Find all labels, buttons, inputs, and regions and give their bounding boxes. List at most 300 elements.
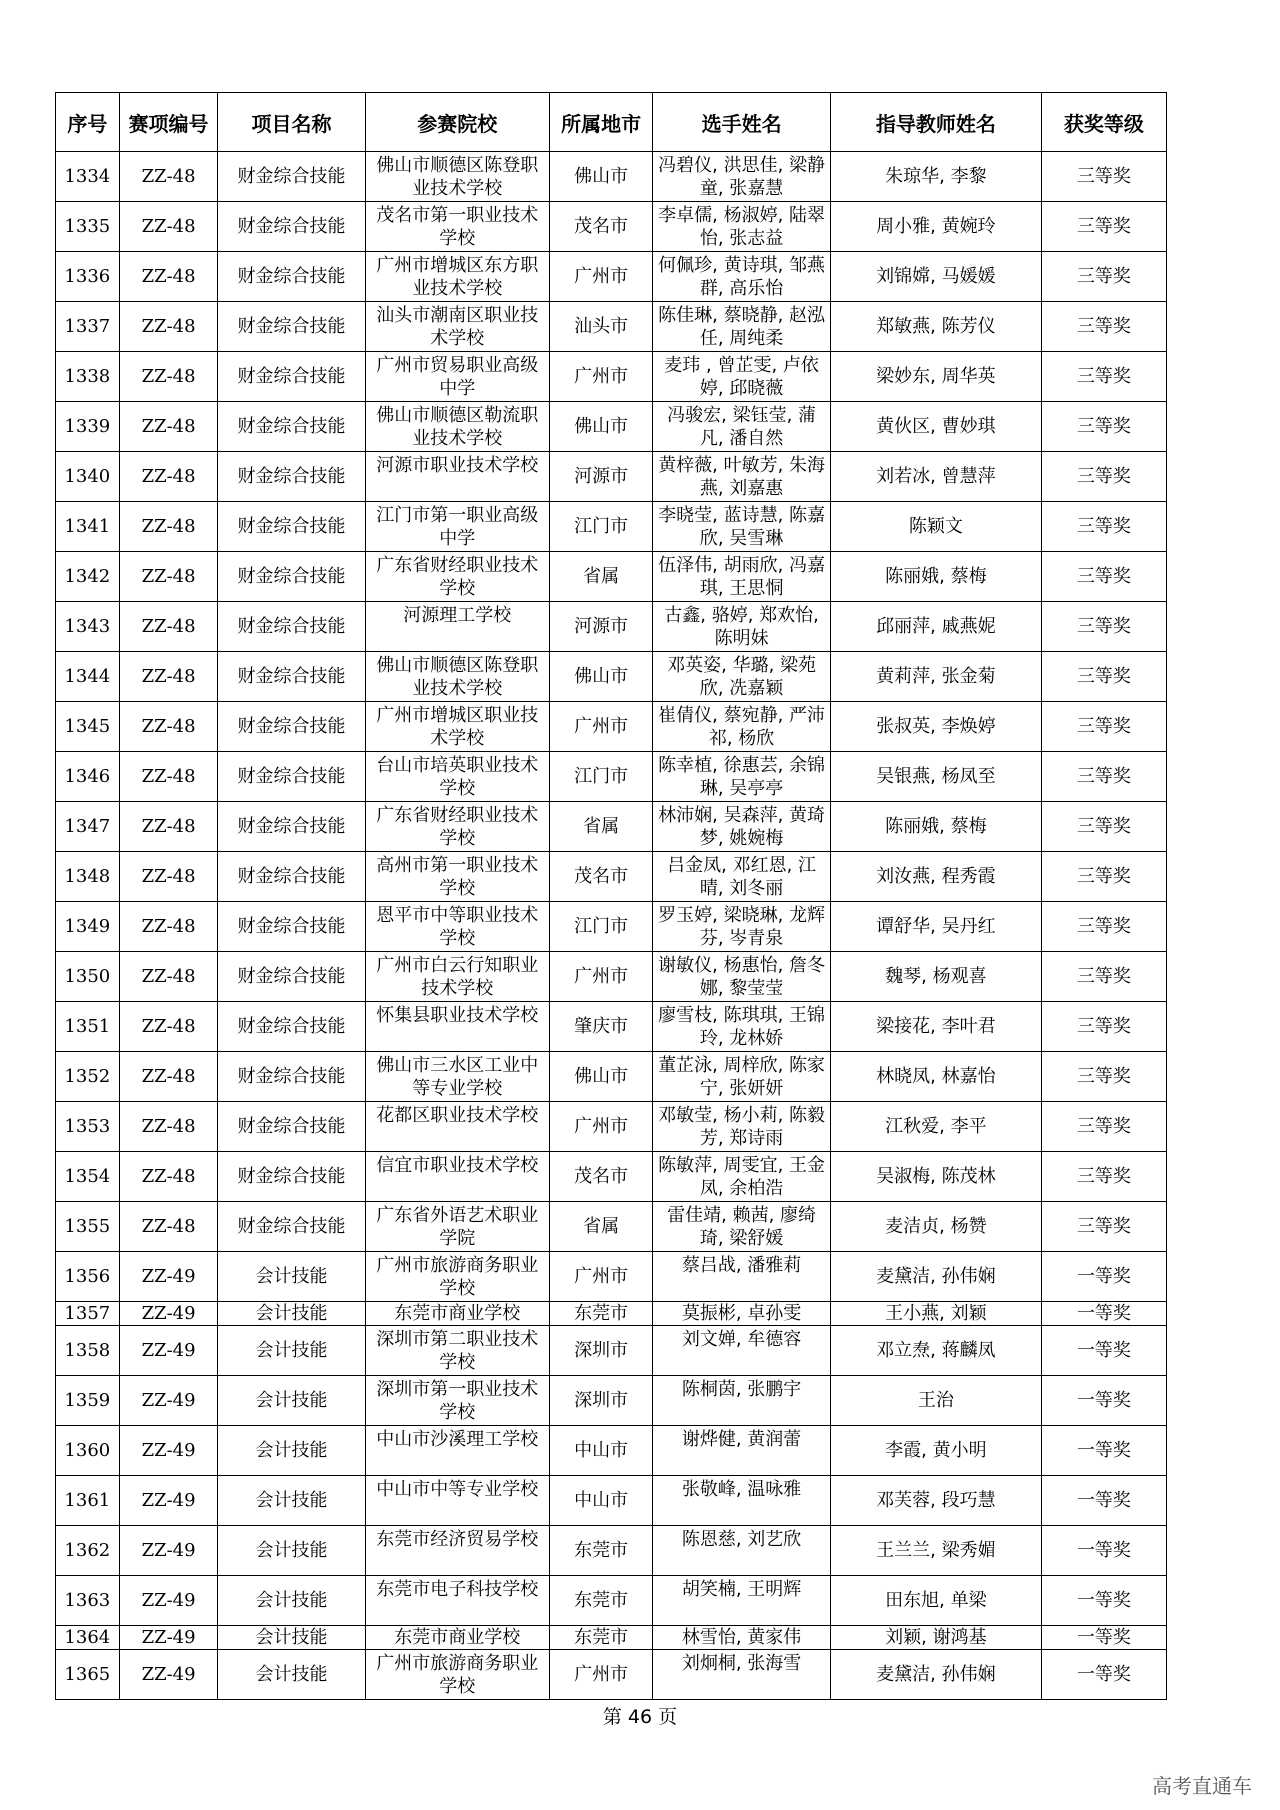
cell-text: 财金综合技能 <box>237 316 346 337</box>
cell-text: 中山市中等专业学校 <box>376 1478 539 1500</box>
cell-text: 台山市培英职业技术学校 <box>376 754 539 799</box>
cell-text: 一等奖 <box>1076 1340 1131 1361</box>
table-cell <box>218 602 365 652</box>
cell-text: 省属 <box>583 1216 620 1237</box>
cell-text: ZZ-48 <box>141 1016 196 1037</box>
cell-text: 梁妙东, 周华英 <box>876 366 996 387</box>
cell-text: ZZ-48 <box>141 466 196 487</box>
table-cell <box>218 852 365 902</box>
table-cell <box>653 902 831 952</box>
table-cell <box>1041 1326 1166 1376</box>
table-row <box>56 1526 1167 1576</box>
cell-text: 1355 <box>64 1216 111 1237</box>
table-cell <box>56 652 120 702</box>
table-cell <box>119 652 218 702</box>
cell-text: 黄伙区, 曹妙琪 <box>876 416 996 437</box>
table-cell <box>831 902 1042 952</box>
table-cell <box>831 752 1042 802</box>
cell-text: 崔倩仪, 蔡宛静, 严沛祁, 杨欣 <box>658 704 826 749</box>
table-row <box>56 1650 1167 1700</box>
table-row <box>56 1426 1167 1476</box>
cell-text: ZZ-48 <box>141 366 196 387</box>
table-cell <box>218 1152 365 1202</box>
table-cell <box>56 1052 120 1102</box>
table-cell <box>119 1576 218 1626</box>
cell-text: 1336 <box>64 266 111 287</box>
table-row <box>56 302 1167 352</box>
cell-text: 中山市 <box>574 1440 629 1461</box>
table-row <box>56 502 1167 552</box>
cell-text: ZZ-48 <box>141 666 196 687</box>
table-cell <box>365 1302 549 1326</box>
table-cell <box>365 1102 549 1152</box>
table-cell <box>653 652 831 702</box>
cell-text: 财金综合技能 <box>237 966 346 987</box>
cell-text: 邓敏莹, 杨小莉, 陈毅芳, 郑诗雨 <box>658 1104 826 1149</box>
table-cell <box>549 1202 652 1252</box>
table-cell <box>831 652 1042 702</box>
cell-text: 蔡吕战, 潘雅莉 <box>681 1254 802 1276</box>
cell-text: 会计技能 <box>255 1490 328 1511</box>
cell-text: 三等奖 <box>1076 466 1131 487</box>
table-cell <box>653 952 831 1002</box>
cell-text: 吴淑梅, 陈茂林 <box>876 1166 996 1187</box>
table-cell <box>653 1526 831 1576</box>
table-cell <box>365 402 549 452</box>
cell-text: 陈丽娥, 蔡梅 <box>885 816 987 837</box>
table-cell <box>365 852 549 902</box>
cell-text: 刘文婵, 牟德容 <box>681 1328 802 1350</box>
table-cell <box>653 1476 831 1526</box>
table-cell <box>365 252 549 302</box>
table-cell <box>549 902 652 952</box>
cell-text: 罗玉婷, 梁晓琳, 龙辉芬, 岑青泉 <box>658 904 826 949</box>
cell-text: 东莞市 <box>574 1590 629 1611</box>
cell-text: 1345 <box>64 716 111 737</box>
cell-text: 财金综合技能 <box>237 566 346 587</box>
table-cell <box>549 452 652 502</box>
table-cell <box>831 1302 1042 1326</box>
cell-text: 财金综合技能 <box>237 1066 346 1087</box>
table-cell <box>1041 1426 1166 1476</box>
table-cell <box>831 1526 1042 1576</box>
table-cell <box>365 202 549 252</box>
table-cell <box>365 1650 549 1700</box>
table-cell <box>549 1102 652 1152</box>
table-cell <box>549 552 652 602</box>
cell-text: ZZ-48 <box>141 416 196 437</box>
table-cell <box>218 302 365 352</box>
cell-text: 三等奖 <box>1076 916 1131 937</box>
table-cell <box>365 1426 549 1476</box>
cell-text: 三等奖 <box>1076 716 1131 737</box>
cell-text: 胡笑楠, 王明辉 <box>681 1578 802 1600</box>
table-cell <box>549 352 652 402</box>
table-row <box>56 152 1167 202</box>
table-cell <box>119 1302 218 1326</box>
table-cell <box>1041 1102 1166 1152</box>
table-cell <box>119 852 218 902</box>
cell-text: 佛山市 <box>574 666 629 687</box>
table-cell <box>218 1576 365 1626</box>
watermark: 高考直通车 <box>1152 1774 1252 1798</box>
table-cell <box>119 552 218 602</box>
table-row <box>56 902 1167 952</box>
cell-text: 河源理工学校 <box>403 604 512 626</box>
cell-text: 雷佳靖, 赖茜, 廖绮琦, 梁舒媛 <box>667 1204 817 1249</box>
cell-text: 1357 <box>64 1303 111 1324</box>
cell-text: 麦黛洁, 孙伟娴 <box>876 1664 996 1685</box>
cell-text: 财金综合技能 <box>237 516 346 537</box>
table-cell <box>831 302 1042 352</box>
cell-text: 花都区职业技术学校 <box>376 1104 539 1126</box>
cell-text: 佛山市 <box>574 1066 629 1087</box>
table-cell <box>831 402 1042 452</box>
cell-text: ZZ-48 <box>141 516 196 537</box>
table-cell <box>119 252 218 302</box>
table-cell <box>365 1202 549 1252</box>
cell-text: 陈佳琳, 蔡晓静, 赵泓任, 周纯柔 <box>658 304 826 349</box>
cell-text: 财金综合技能 <box>237 466 346 487</box>
table-cell <box>653 752 831 802</box>
table-cell <box>653 502 831 552</box>
cell-text: 广州市增城区东方职业技术学校 <box>376 254 539 299</box>
table-cell <box>56 252 120 302</box>
cell-text: 东莞市经济贸易学校 <box>376 1528 539 1550</box>
cell-text: ZZ-48 <box>141 266 196 287</box>
table-cell <box>365 802 549 852</box>
cell-text: 茂名市 <box>574 1166 629 1187</box>
table-cell <box>831 1626 1042 1650</box>
cell-text: 河源市职业技术学校 <box>376 454 539 476</box>
table-cell <box>831 1252 1042 1302</box>
cell-text: 郑敏燕, 陈芳仪 <box>876 316 996 337</box>
cell-text: 汕头市 <box>574 316 629 337</box>
cell-text: 邱丽萍, 戚燕妮 <box>876 616 996 637</box>
table-row <box>56 802 1167 852</box>
table-cell <box>56 1576 120 1626</box>
cell-text: 广东省外语艺术职业学院 <box>376 1204 539 1249</box>
cell-text: 刘颖, 谢鸿基 <box>885 1627 987 1648</box>
table-cell <box>119 1476 218 1526</box>
table-cell <box>549 1302 652 1326</box>
header-cell: 所属地市 <box>549 93 652 152</box>
cell-text: 古鑫, 骆婷, 郑欢怡, 陈明妹 <box>664 604 819 649</box>
table-cell <box>653 602 831 652</box>
cell-text: 林沛娴, 吴森萍, 黄琦梦, 姚婉梅 <box>658 804 826 849</box>
table-cell <box>549 1526 652 1576</box>
table-cell <box>1041 502 1166 552</box>
cell-text: 李晓莹, 蓝诗慧, 陈嘉欣, 吴雪琳 <box>658 504 826 549</box>
cell-text: 廖雪枝, 陈琪琪, 王锦玲, 龙林娇 <box>658 1004 826 1049</box>
table-cell <box>653 1576 831 1626</box>
table-cell <box>653 552 831 602</box>
cell-text: 1359 <box>64 1390 111 1411</box>
table-cell <box>1041 1152 1166 1202</box>
cell-text: 三等奖 <box>1076 416 1131 437</box>
cell-text: 中山市 <box>574 1490 629 1511</box>
cell-text: 财金综合技能 <box>237 616 346 637</box>
table-cell <box>365 1626 549 1650</box>
table-cell <box>831 1326 1042 1376</box>
table-cell <box>549 1650 652 1700</box>
table-cell <box>119 602 218 652</box>
table-cell <box>831 1102 1042 1152</box>
cell-text: 1339 <box>64 416 111 437</box>
cell-text: 1365 <box>64 1664 111 1685</box>
table-row <box>56 1326 1167 1376</box>
cell-text: 会计技能 <box>255 1627 328 1648</box>
cell-text: 信宜市职业技术学校 <box>376 1154 539 1176</box>
table-cell <box>218 802 365 852</box>
cell-text: 佛山市顺德区陈登职业技术学校 <box>376 154 539 199</box>
header-cell: 指导教师姓名 <box>831 93 1042 152</box>
cell-text: ZZ-49 <box>141 1540 196 1561</box>
table-cell <box>1041 202 1166 252</box>
cell-text: 王小燕, 刘颖 <box>885 1303 987 1324</box>
cell-text: 麦玮 , 曾芷雯, 卢依婷, 邱晓薇 <box>664 354 819 399</box>
table-cell <box>831 602 1042 652</box>
cell-text: 周小雅, 黄婉玲 <box>876 216 996 237</box>
cell-text: ZZ-49 <box>141 1440 196 1461</box>
cell-text: 江门市第一职业高级中学 <box>376 504 539 549</box>
table-cell <box>1041 602 1166 652</box>
table-cell <box>218 702 365 752</box>
cell-text: 广州市 <box>574 366 629 387</box>
table-cell <box>831 1476 1042 1526</box>
table-cell <box>549 602 652 652</box>
cell-text: 广东省财经职业技术学校 <box>376 804 539 849</box>
cell-text: 1348 <box>64 866 111 887</box>
table-cell <box>549 1152 652 1202</box>
cell-text: 1335 <box>64 216 111 237</box>
table-cell <box>119 402 218 452</box>
cell-text: 1364 <box>64 1627 111 1648</box>
cell-text: 财金综合技能 <box>237 166 346 187</box>
table-cell <box>1041 802 1166 852</box>
cell-text: 会计技能 <box>255 1340 328 1361</box>
cell-text: 麦洁贞, 杨赞 <box>885 1216 987 1237</box>
table-cell <box>119 802 218 852</box>
table-cell <box>119 702 218 752</box>
table-cell <box>1041 1576 1166 1626</box>
cell-text: 魏琴, 杨观喜 <box>885 966 987 987</box>
cell-text: 陈丽娥, 蔡梅 <box>885 566 987 587</box>
table-cell <box>119 1326 218 1376</box>
table-cell <box>119 1002 218 1052</box>
cell-text: 广州市贸易职业高级中学 <box>376 354 539 399</box>
table-row <box>56 252 1167 302</box>
table-cell <box>549 502 652 552</box>
table-cell <box>831 1650 1042 1700</box>
table-cell <box>119 1052 218 1102</box>
table-cell <box>549 1052 652 1102</box>
table-cell <box>56 1650 120 1700</box>
cell-text: 张叔英, 李焕婷 <box>876 716 996 737</box>
table-cell <box>56 302 120 352</box>
cell-text: 陈恩慈, 刘艺欣 <box>681 1528 802 1550</box>
table-cell <box>831 1376 1042 1426</box>
cell-text: 广州市旅游商务职业学校 <box>376 1652 539 1697</box>
table-cell <box>365 602 549 652</box>
table-row <box>56 1302 1167 1326</box>
cell-text: 陈敏萍, 周雯宜, 王金凤, 余柏浩 <box>658 1154 826 1199</box>
cell-text: 一等奖 <box>1076 1440 1131 1461</box>
cell-text: ZZ-49 <box>141 1627 196 1648</box>
cell-text: 王治 <box>917 1390 954 1411</box>
results-table <box>55 92 1167 1700</box>
table-cell <box>1041 1476 1166 1526</box>
table-cell <box>1041 552 1166 602</box>
cell-text: 广州市 <box>574 1664 629 1685</box>
cell-text: ZZ-49 <box>141 1664 196 1685</box>
cell-text: ZZ-49 <box>141 1590 196 1611</box>
table-cell <box>56 852 120 902</box>
cell-text: 江门市 <box>574 766 629 787</box>
table-cell <box>56 452 120 502</box>
cell-text: 广州市 <box>574 266 629 287</box>
cell-text: 三等奖 <box>1076 366 1131 387</box>
cell-text: 一等奖 <box>1076 1590 1131 1611</box>
cell-text: ZZ-48 <box>141 816 196 837</box>
table-cell <box>365 152 549 202</box>
table-cell <box>119 1626 218 1650</box>
cell-text: 陈桐茵, 张鹏宇 <box>681 1378 802 1400</box>
table-row <box>56 1052 1167 1102</box>
table-cell <box>653 1152 831 1202</box>
table-cell <box>549 952 652 1002</box>
cell-text: 三等奖 <box>1076 316 1131 337</box>
cell-text: 财金综合技能 <box>237 816 346 837</box>
table-cell <box>365 752 549 802</box>
table-cell <box>365 1002 549 1052</box>
table-cell <box>119 302 218 352</box>
cell-text: 广州市 <box>574 1266 629 1287</box>
cell-text: 朱琼华, 李黎 <box>885 166 987 187</box>
cell-text: 梁接花, 李叶君 <box>876 1016 996 1037</box>
cell-text: 佛山市顺德区勒流职业技术学校 <box>376 404 539 449</box>
table-cell <box>1041 752 1166 802</box>
table-cell <box>119 1526 218 1576</box>
cell-text: ZZ-48 <box>141 166 196 187</box>
table-cell <box>56 702 120 752</box>
table-cell <box>365 952 549 1002</box>
table-row <box>56 452 1167 502</box>
cell-text: 财金综合技能 <box>237 416 346 437</box>
table-cell <box>365 1376 549 1426</box>
table-row <box>56 1152 1167 1202</box>
table-cell <box>831 1576 1042 1626</box>
cell-text: 一等奖 <box>1076 1490 1131 1511</box>
cell-text: 一等奖 <box>1076 1303 1131 1324</box>
cell-text: 1337 <box>64 316 111 337</box>
table-cell <box>1041 352 1166 402</box>
table-row <box>56 952 1167 1002</box>
cell-text: 陈幸植, 徐惠芸, 余锦琳, 吴亭亭 <box>658 754 826 799</box>
table-row <box>56 552 1167 602</box>
cell-text: 会计技能 <box>255 1266 328 1287</box>
header-cell: 选手姓名 <box>653 93 831 152</box>
table-row <box>56 1102 1167 1152</box>
table-cell <box>653 1326 831 1376</box>
cell-text: ZZ-48 <box>141 616 196 637</box>
table-row <box>56 1002 1167 1052</box>
cell-text: 广州市 <box>574 716 629 737</box>
cell-text: 会计技能 <box>255 1303 328 1324</box>
table-cell <box>119 1102 218 1152</box>
table-cell <box>653 702 831 752</box>
cell-text: 三等奖 <box>1076 1116 1131 1137</box>
cell-text: 深圳市 <box>574 1390 629 1411</box>
table-cell <box>653 1002 831 1052</box>
table-cell <box>56 1326 120 1376</box>
table-cell <box>1041 302 1166 352</box>
table-cell <box>1041 1252 1166 1302</box>
table-cell <box>119 902 218 952</box>
cell-text: 会计技能 <box>255 1590 328 1611</box>
cell-text: 三等奖 <box>1076 566 1131 587</box>
cell-text: 深圳市 <box>574 1340 629 1361</box>
table-cell <box>831 1002 1042 1052</box>
cell-text: 财金综合技能 <box>237 866 346 887</box>
table-row <box>56 1476 1167 1526</box>
table-cell <box>365 1052 549 1102</box>
table-cell <box>653 1252 831 1302</box>
cell-text: 一等奖 <box>1076 1664 1131 1685</box>
cell-text: 三等奖 <box>1076 1216 1131 1237</box>
cell-text: 财金综合技能 <box>237 766 346 787</box>
cell-text: 刘汝燕, 程秀霞 <box>876 866 996 887</box>
table-cell <box>365 902 549 952</box>
cell-text: 1356 <box>64 1266 111 1287</box>
cell-text: 东莞市 <box>574 1303 629 1324</box>
cell-text: 深圳市第一职业技术学校 <box>376 1378 539 1423</box>
cell-text: 财金综合技能 <box>237 1216 346 1237</box>
table-row <box>56 352 1167 402</box>
cell-text: 1358 <box>64 1340 111 1361</box>
cell-text: 省属 <box>583 566 620 587</box>
cell-text: 1347 <box>64 816 111 837</box>
table-cell <box>549 1576 652 1626</box>
table-body <box>56 152 1167 1700</box>
table-cell <box>218 1202 365 1252</box>
table-cell <box>831 802 1042 852</box>
table-cell <box>549 852 652 902</box>
table-cell <box>218 1302 365 1326</box>
table-row <box>56 852 1167 902</box>
table-cell <box>1041 1052 1166 1102</box>
table-cell <box>1041 1526 1166 1576</box>
header-cell: 赛项编号 <box>119 93 218 152</box>
table-row <box>56 1252 1167 1302</box>
table-row <box>56 1376 1167 1426</box>
table-cell <box>56 1426 120 1476</box>
table-cell <box>218 1650 365 1700</box>
cell-text: 肇庆市 <box>574 1016 629 1037</box>
table-cell <box>653 1426 831 1476</box>
cell-text: 刘若冰, 曾慧萍 <box>876 466 996 487</box>
table-cell <box>653 352 831 402</box>
cell-text: 茂名市第一职业技术学校 <box>376 204 539 249</box>
cell-text: 佛山市 <box>574 416 629 437</box>
cell-text: 河源市 <box>574 466 629 487</box>
table-cell <box>365 452 549 502</box>
table-cell <box>1041 1202 1166 1252</box>
table-cell <box>119 452 218 502</box>
cell-text: 李卓儒, 杨淑婷, 陆翠怡, 张志益 <box>658 204 826 249</box>
page-number: 第 46 页 <box>602 1706 678 1728</box>
table-cell <box>56 752 120 802</box>
